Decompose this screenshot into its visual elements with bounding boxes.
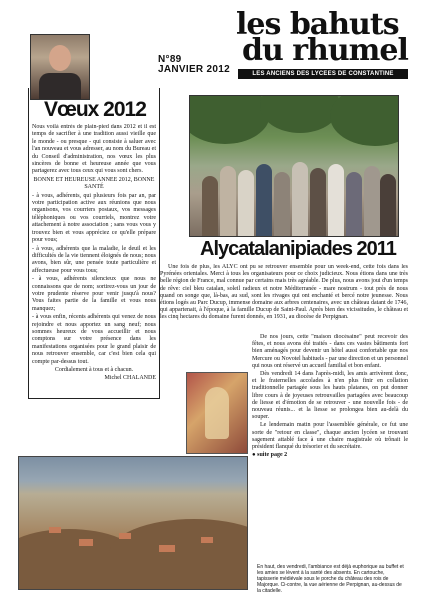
- voeux-paragraph: - à vous, adhérents silencieux que nous ne connaissons que de nom; sortirez-vous un jour de votre prudente réserve pour venir jusqu'à nous? Vous faites partie de la famille et vous nous manquez;: [32, 276, 156, 312]
- masthead-line1: les bahuts: [236, 7, 399, 42]
- article-paragraph: Une fois de plus, les ALYC ont pu se retrouver ensemble pour un week-end, cette fois dans les Pyrénées orientales. Merci à tous les organisateurs pour ce choix judicieux. Nous étions dans une très belle région de France, mal connue par certains mais très agréable. De plus, nous avons joui d'un temps de rêve: ciel bleu catalan, soleil radieux et notre Méditerranée - mare nostrum - tout près de nous quand on songe que, là-bas, au sud, sont les rivages qui ont enchanté et bercé notre jeunesse. Nous étions logés au Parc Ducup, immense domaine aux arbres centenaires, avec un château datant de 1746, qui appartenait, à l'époque, à la famille Ducup de Saint-Paul. Après bien des vicissitudes, le château et les cinq hectares du domaine furent donnés, en 1931, au diocèse de Perpignan.: [160, 264, 408, 321]
- article-title: Alycatalanipiades 2011: [200, 238, 396, 260]
- voeux-signature: Michel CHALANDE: [104, 375, 156, 382]
- issue-date: JANVIER 2012: [158, 64, 230, 75]
- voeux-greeting: BONNE ET HEUREUSE ANNEE 2012, BONNE SANTÉ: [33, 176, 155, 191]
- tapestry-image: [186, 372, 248, 454]
- continued-link[interactable]: ● suite page 2: [252, 452, 288, 459]
- portrait-face: [49, 45, 71, 71]
- article-paragraph: Dès vendredi 14 dans l'après-midi, les amis arrivèrent donc, et le fraternelles accolades à n'en plus finir en collation traditionnelle partagée sous les hauts platanes, on put donner libre cours à de joyeuses retrouvailles partagées avec beaucoup de liesse et d'émotion de se retrouver - une nouvelle fois - de nouveau réunis... et la liesse se prolongea bien au-delà du souper.: [252, 371, 408, 421]
- voeux-closing: Cordialement à tous et à chacun.: [54, 367, 134, 373]
- article-paragraph: De nos jours, cette "maison diocésaine" peut recevoir des fêtes, et nous avons été traités - dans ces vastes bâtiments fort bien aménagés pour devenir un hôtel aussi confortable que nos Mercure ou Novotel habituels - par une direction et un personnel qui nous ont réservé un accueil familial et bon enfant.: [252, 334, 408, 369]
- group-photo: [189, 95, 399, 237]
- masthead-subtitle: LES ANCIENS DES LYCEES DE CONSTANTINE: [238, 69, 408, 79]
- masthead-line2: du rhumel: [242, 33, 408, 68]
- voeux-title: Vœux 2012: [44, 98, 146, 121]
- issue-number: N°89: [158, 54, 182, 65]
- photo-caption: En haut, des vendredi, l'ambiance est déjà euphorique au buffet et les amies se lèvent à la santé des absents. En cartouche, tapisserie médiévale sous le porche du château des rois de Majorque. Ci-contre, la vue aérienne de Perpignan, au-dessus de la citadelle.: [257, 564, 404, 594]
- voeux-paragraph: - à vous, adhérents que la maladie, le deuil et les difficultés de la vie tiennent éloignés de nous; nous avons, bien sûr, une pensée toute particulière et affectueuse pour vous tous;: [32, 245, 156, 274]
- voeux-paragraph: - à vous enfin, récents adhérents qui venez de nous rejoindre et nous apportez un sang neuf; nous sommes heureux de vous accueillir et nous comptons sur votre présence dans les manifestations organisées pour le grand plaisir de nous retrouver ensemble, car c'est bien cela qui compte par-dessus tout.: [32, 314, 156, 365]
- tapestry-figure: [205, 387, 229, 439]
- article-paragraph: Le lendemain matin pour l'assemblée générale, ce fut une sorte de "retour en classe", chaque ancien lycéen se trouvant sagement attablé face à une chaire magistrale où trônait le président flanqué du trésorier et du secrétaire.: [252, 422, 408, 451]
- aerial-photo: [18, 456, 248, 590]
- article-continuation: [252, 334, 408, 560]
- voeux-text: [32, 124, 156, 394]
- voeux-paragraph: Nous voilà entrés de plain-pied dans 2012 et il est temps de sacrifier à une tradition aussi vieille que le monde - ou presque - qui consiste à saluer avec l'an nouveau et vous adresser, au nom du Bureau et du Conseil d'administration, nos vœux les plus sincères de bonne et heureuse année que vous partagerez avec tous ceux qui vous sont chers.: [32, 124, 156, 175]
- voeux-paragraph: - à vous, adhérents, qui plusieurs fois par an, par votre participation active aux réunions que nous organisons, vos courriers postaux, vos messages téléphoniques ou vos courriels, montrez votre attachement à notre association ; sans vous vous y trouvez bien et vous appréciez ce qu'elle prépare pour vous;: [32, 192, 156, 244]
